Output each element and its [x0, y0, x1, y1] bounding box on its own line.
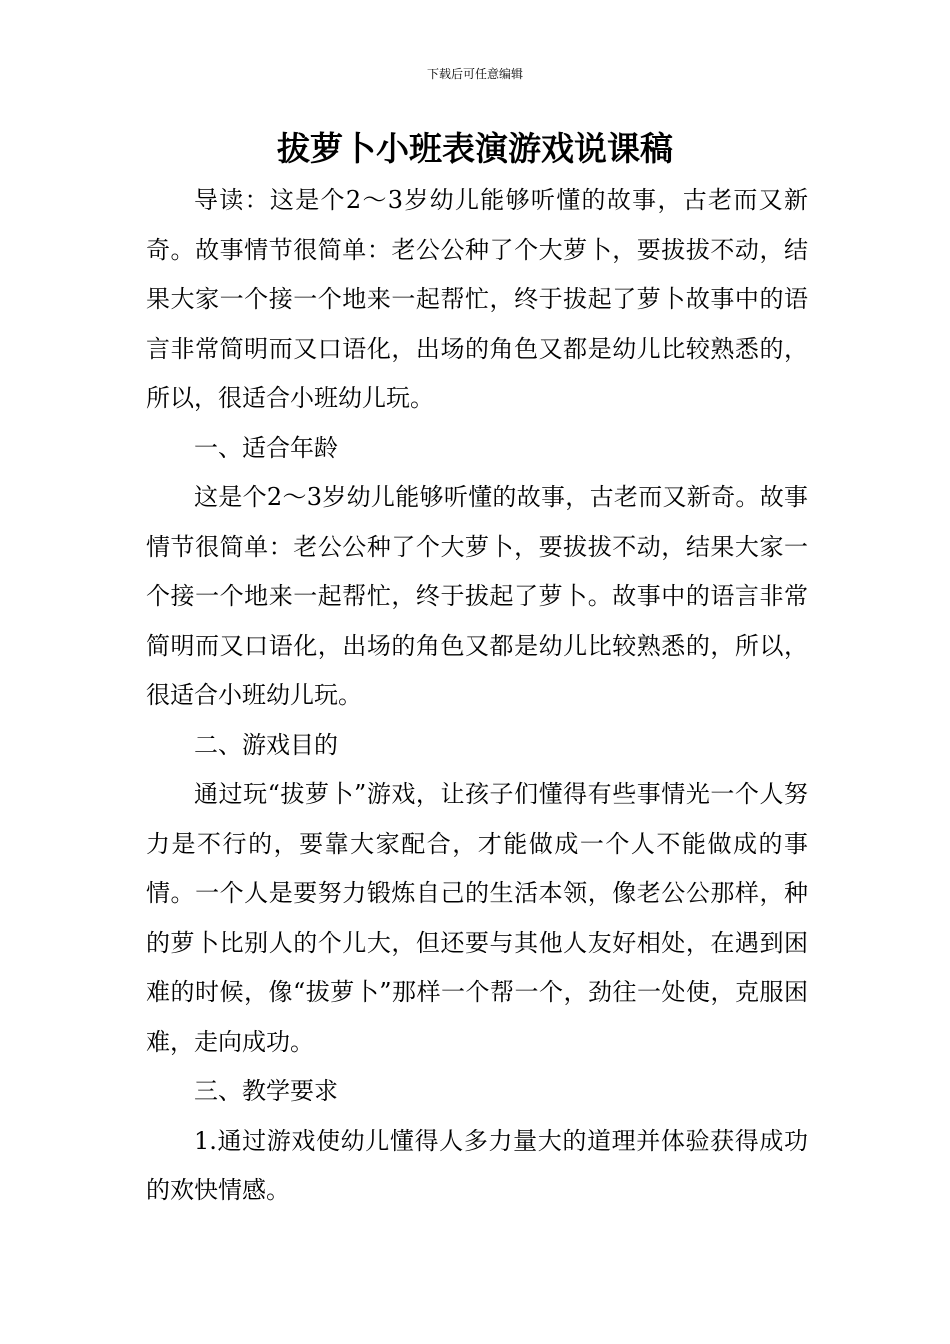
document-title: 拔萝卜小班表演游戏说课稿: [277, 129, 673, 168]
section-heading-age: 一、适合年龄: [194, 433, 338, 462]
goal-paragraph: 通过玩“拔萝卜”游戏，让孩子们懂得有些事情光一个人努力是不行的，要靠大家配合，才能做成一个人不能做成的事情。一个人是要努力锻炼自己的生活本领，像老公公那样，种的萝卜比别人的个儿大，但还要与其他人友好相处，在遇到困难的时候，像“拔萝卜”那样一个帮一个，劲往一处使，克服困难，走向成功。: [146, 780, 808, 1056]
document-body: [146, 176, 808, 1216]
intro-paragraph: 导读：这是个2～3岁幼儿能够听懂的故事，古老而又新奇。故事情节很简单：老公公种了个大萝卜，要拔拔不动，结果大家一个接一个地来一起帮忙，终于拔起了萝卜故事中的语言非常简明而又口语化，出场的角色又都是幼儿比较熟悉的，所以，很适合小班幼儿玩。: [146, 186, 808, 412]
age-paragraph: 这是个2～3岁幼儿能够听懂的故事，古老而又新奇。故事情节很简单：老公公种了个大萝卜，要拔拔不动，结果大家一个接一个地来一起帮忙，终于拔起了萝卜。故事中的语言非常简明而又口语化，出场的角色又都是幼儿比较熟悉的，所以，很适合小班幼儿玩。: [146, 483, 808, 709]
section-heading-goal: 二、游戏目的: [194, 730, 338, 759]
requirement-item-1: 1.通过游戏使幼儿懂得人多力量大的道理并体验获得成功的欢快情感。: [146, 1126, 808, 1204]
download-editable-note: 下载后可任意编辑: [426, 67, 523, 81]
section-heading-requirements: 三、教学要求: [194, 1077, 338, 1105]
